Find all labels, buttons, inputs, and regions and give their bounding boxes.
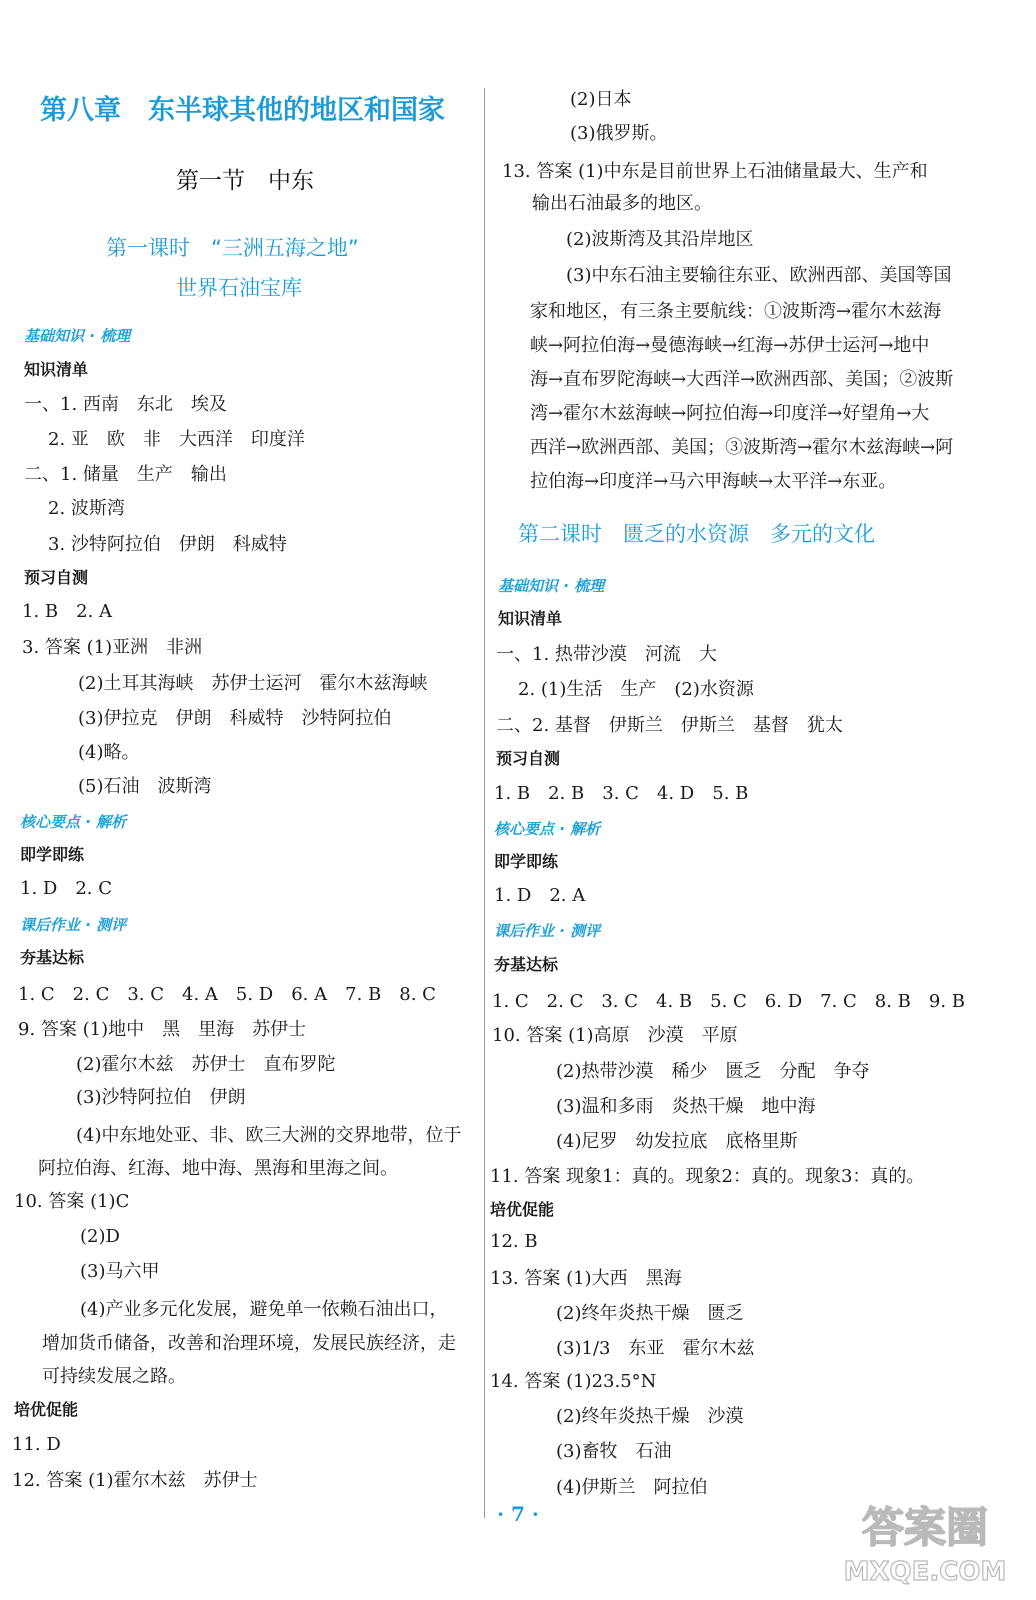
tag-homework: 课后作业 · 测评 <box>20 916 127 934</box>
subheading-preview-test: 预习自测 <box>24 568 89 587</box>
answer-line: (2)土耳其海峡 苏伊士运河 霍尔木兹海峡 <box>78 673 428 694</box>
section-title: 第一节 中东 <box>176 168 314 194</box>
subheading-practice: 即学即练 <box>494 852 559 871</box>
answer-line: 13. 答案 (1)大西 黑海 <box>490 1268 682 1289</box>
answer-line: 2. 波斯湾 <box>48 498 125 519</box>
answer-line: 11. 答案 现象1：真的。现象2：真的。现象3：真的。 <box>490 1166 925 1187</box>
lesson-title: 第二课时 匮乏的水资源 多元的文化 <box>518 522 875 546</box>
answer-line: 拉伯海→印度洋→马六甲海峡→太平洋→东亚。 <box>530 471 897 492</box>
column-divider <box>484 88 485 1518</box>
answer-line: 峡→阿拉伯海→曼德海峡→红海→苏伊士运河→地中 <box>530 335 930 356</box>
watermark-logo-icon <box>840 1490 1010 1590</box>
answer-line: (3)马六甲 <box>80 1261 160 1282</box>
answer-line: (2)波斯湾及其沿岸地区 <box>566 229 754 250</box>
answer-line: 家和地区，有三条主要航线：①波斯湾→霍尔木兹海 <box>530 301 942 322</box>
answer-line: (3)中东石油主要输往东亚、欧洲西部、美国等国 <box>566 265 952 286</box>
answer-line: (4)产业多元化发展，避免单一依赖石油出口， <box>80 1299 448 1320</box>
page-number: · 7 · <box>497 1502 539 1526</box>
subheading-practice: 即学即练 <box>20 845 85 864</box>
answer-line: 3. 沙特阿拉伯 伊朗 科威特 <box>48 534 287 555</box>
answer-line: (2)霍尔木兹 苏伊士 直布罗陀 <box>76 1054 336 1075</box>
answer-line: 12. 答案 (1)霍尔木兹 苏伊士 <box>12 1470 258 1491</box>
answer-line: 1. C 2. C 3. C 4. B 5. C 6. D 7. C 8. B 9. B <box>492 991 966 1012</box>
answer-line: (5)石油 波斯湾 <box>78 776 212 797</box>
lesson-title-line2: 世界石油宝库 <box>176 276 302 300</box>
answer-line: 一、1. 热带沙漠 河流 大 <box>496 644 717 665</box>
answer-line: (4)伊斯兰 阿拉伯 <box>556 1477 708 1498</box>
subheading-advanced: 培优促能 <box>490 1200 555 1219</box>
answer-line: 3. 答案 (1)亚洲 非洲 <box>22 637 203 658</box>
answer-line: 10. 答案 (1)C <box>14 1191 130 1212</box>
answer-line: (3)1/3 东亚 霍尔木兹 <box>556 1338 755 1359</box>
answer-line: (2)D <box>80 1226 120 1247</box>
answer-line: 10. 答案 (1)高原 沙漠 平原 <box>492 1025 738 1046</box>
answer-line: 增加货币储备，改善和治理环境，发展民族经济，走 <box>42 1333 456 1354</box>
answer-line: (4)略。 <box>78 742 140 763</box>
answer-line: 二、2. 基督 伊斯兰 伊斯兰 基督 犹太 <box>496 715 843 736</box>
answer-line: 1. C 2. C 3. C 4. A 5. D 6. A 7. B 8. C <box>18 984 436 1005</box>
answer-line: 9. 答案 (1)地中 黑 里海 苏伊士 <box>18 1019 307 1040</box>
answer-line: 一、1. 西南 东北 埃及 <box>24 394 227 415</box>
answer-line: 输出石油最多的地区。 <box>532 193 712 214</box>
answer-line: (2)热带沙漠 稀少 匮乏 分配 争夺 <box>556 1061 870 1082</box>
subheading-foundation: 夯基达标 <box>20 948 85 967</box>
answer-line: (3)俄罗斯。 <box>570 123 668 144</box>
lesson-title-line1: 第一课时 “三洲五海之地” <box>106 236 359 260</box>
subheading-preview-test: 预习自测 <box>496 749 561 768</box>
subheading-advanced: 培优促能 <box>14 1400 79 1419</box>
svg-text:MXQE.COM: MXQE.COM <box>843 1557 1007 1587</box>
tag-homework: 课后作业 · 测评 <box>494 922 601 940</box>
answer-line: 西洋→欧洲西部、美国；③波斯湾→霍尔木兹海峡→阿 <box>530 437 954 458</box>
answer-line: 14. 答案 (1)23.5°N <box>490 1371 657 1392</box>
answer-line: (4)尼罗 幼发拉底 底格里斯 <box>556 1131 798 1152</box>
subheading-knowledge-list: 知识清单 <box>24 360 89 379</box>
chapter-title: 第八章 东半球其他的地区和国家 <box>40 95 445 126</box>
answer-line: 13. 答案 (1)中东是目前世界上石油储量最大、生产和 <box>502 161 928 182</box>
subheading-knowledge-list: 知识清单 <box>498 609 563 628</box>
answer-line: 1. B 2. B 3. C 4. D 5. B <box>494 783 749 804</box>
answer-line: 2. 亚 欧 非 大西洋 印度洋 <box>48 429 305 450</box>
tag-basic-knowledge: 基础知识 · 梳理 <box>498 577 605 595</box>
answer-line: (2)终年炎热干燥 沙漠 <box>556 1406 744 1427</box>
answer-line: (3)畜牧 石油 <box>556 1441 672 1462</box>
answer-line: 阿拉伯海、红海、地中海、黑海和里海之间。 <box>38 1158 398 1179</box>
answer-line: 12. B <box>490 1231 538 1252</box>
answer-line: 1. B 2. A <box>22 601 113 622</box>
answer-line: (2)终年炎热干燥 匮乏 <box>556 1303 744 1324</box>
tag-core-points: 核心要点 · 解析 <box>20 813 127 831</box>
tag-core-points: 核心要点 · 解析 <box>494 820 601 838</box>
answer-line: 可持续发展之路。 <box>42 1366 186 1387</box>
answer-line: (2)日本 <box>570 89 632 110</box>
tag-basic-knowledge: 基础知识 · 梳理 <box>24 327 131 345</box>
answer-line: (3)沙特阿拉伯 伊朗 <box>76 1087 246 1108</box>
answer-line: (4)中东地处亚、非、欧三大洲的交界地带，位于 <box>76 1125 462 1146</box>
answer-line: 1. D 2. C <box>20 878 112 899</box>
answer-line: (3)温和多雨 炎热干燥 地中海 <box>556 1096 816 1117</box>
answer-line: 湾→霍尔木兹海峡→阿拉伯海→印度洋→好望角→大 <box>530 403 930 424</box>
answer-line: 二、1. 储量 生产 输出 <box>24 464 227 485</box>
answer-line: (3)伊拉克 伊朗 科威特 沙特阿拉伯 <box>78 708 392 729</box>
answer-line: 海→直布罗陀海峡→大西洋→欧洲西部、美国；②波斯 <box>530 369 954 390</box>
answer-line: 11. D <box>12 1434 61 1455</box>
subheading-foundation: 夯基达标 <box>494 955 559 974</box>
svg-text:答案圈: 答案圈 <box>861 1503 989 1552</box>
answer-line: 1. D 2. A <box>494 885 586 906</box>
answer-line: 2. (1)生活 生产 (2)水资源 <box>518 679 754 700</box>
